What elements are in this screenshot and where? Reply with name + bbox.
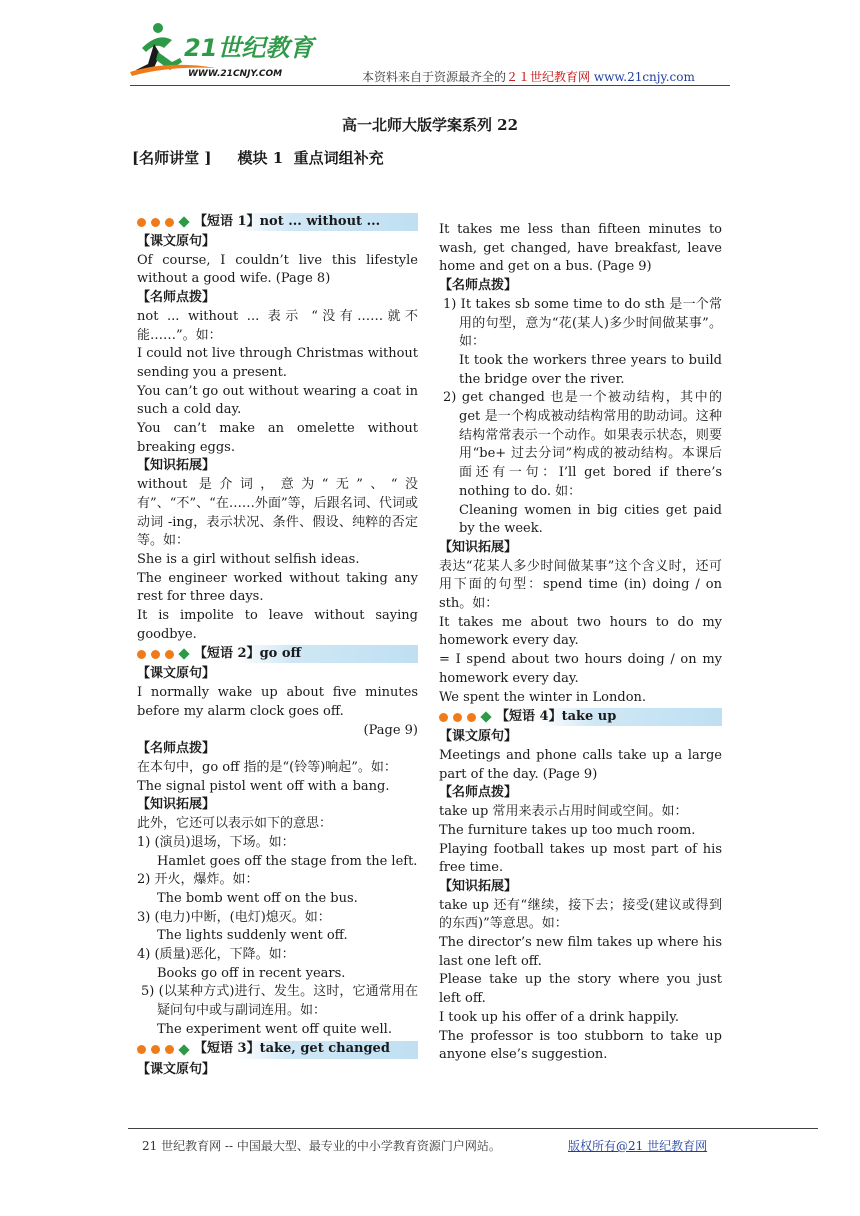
phrase-heading-label: 【短语 4】take up: [496, 708, 617, 724]
phrase-heading: [439, 708, 722, 726]
paragraph: Of course, I couldn’t live this lifestyle without a good wife. (Page 8): [137, 252, 418, 287]
paragraph: It is impolite to leave without saying goodbye.: [137, 608, 418, 642]
header-source: [362, 68, 695, 85]
section-tag: 【知识拓展】: [137, 797, 216, 813]
paragraph: I normally wake up about five minutes before my alarm clock goes off.: [137, 685, 418, 719]
header-site-url[interactable]: www.21cnjy.com: [593, 70, 695, 84]
bullet-dot-icon: [137, 218, 146, 227]
phrase-heading-label: 【短语 3】take, get changed: [194, 1041, 390, 1057]
paragraph: She is a girl without selfish ideas.: [137, 551, 360, 567]
paragraph: 表达“花某人多少时间做某事”这个含义时，还可用下面的句型：spend time (in) doing / on sth。如：: [439, 558, 722, 612]
paragraph: I could not live through Christmas without sending you a present.: [137, 346, 419, 380]
bullet-diamond-icon: [480, 712, 491, 723]
header-rule: [130, 85, 730, 86]
bullet-diamond-icon: [178, 649, 189, 660]
example-sentence: Hamlet goes off the stage from the left.: [157, 853, 418, 869]
paragraph: The furniture takes up too much room.: [439, 822, 696, 838]
paragraph: The director’s new film takes up where his last one left off.: [439, 935, 722, 969]
header-site-name[interactable]: ２１世纪教育网: [506, 70, 591, 84]
bullet-dot-icon: [453, 713, 462, 722]
bullet-dot-icon: [165, 1045, 174, 1054]
bullet-dot-icon: [165, 218, 174, 227]
section-title: [名师讲堂 ] 模块 1 重点词组补充: [132, 149, 384, 167]
phrase-heading: [137, 645, 418, 663]
section-tag: 【知识拓展】: [439, 539, 518, 555]
footer-text: 21 世纪教育网 -- 中国最大型、最专业的中小学教育资源门户网站。: [142, 1139, 501, 1153]
paragraph: take up 还有“继续，接下去；接受(建议或得到的东西)”等意思。如：: [439, 897, 722, 932]
paragraph: take up 常用来表示占用时间或空间。如：: [439, 804, 688, 820]
left-column: [137, 212, 418, 1079]
footer-copyright-link[interactable]: 版权所有@21 世纪教育网: [568, 1139, 708, 1153]
phrase-heading: [137, 213, 418, 231]
bullet-dot-icon: [165, 650, 174, 659]
page-reference: (Page 9): [363, 722, 418, 738]
logo-title: 21世纪教育: [184, 34, 314, 62]
paragraph: You can’t make an omelette without breaking eggs.: [137, 421, 418, 455]
paragraph: Please take up the story where you just left off.: [439, 972, 722, 1007]
paragraph: without 是介词，意为“无”、“没有”、“不”、“在……外面”等，后跟名词、代词或动词 -ing，表示状况、条件、假设、纯粹的否定等。如：: [137, 477, 418, 549]
phrase-heading-label: 【短语 2】go off: [194, 646, 302, 662]
paragraph: 此外，它还可以表示如下的意思：: [137, 816, 333, 832]
section-tag: 【课文原句】: [137, 234, 216, 249]
right-column: [439, 221, 722, 1065]
section-tag: 【名师点拨】: [137, 290, 216, 306]
paragraph: Playing football takes up most part of his free time.: [439, 841, 722, 876]
section-tag: 【课文原句】: [137, 1061, 216, 1077]
section-tag: 【名师点拨】: [439, 785, 518, 801]
numbered-point: 5) (以某种方式)进行、发生。这时，它通常用在疑问句中或与副词连用。如：: [141, 984, 418, 1019]
bullet-dot-icon: [137, 1045, 146, 1054]
paragraph: The signal pistol went off with a bang.: [137, 778, 390, 794]
bullet-dot-icon: [151, 650, 160, 659]
example-sentence: Books go off in recent years.: [157, 965, 346, 981]
section-tag: 【知识拓展】: [137, 458, 216, 474]
bullet-diamond-icon: [178, 216, 189, 227]
paragraph: The engineer worked without taking any rest for three days.: [137, 570, 418, 605]
section-tag: 【名师点拨】: [439, 278, 518, 294]
section-tag: 【课文原句】: [137, 666, 216, 682]
paragraph: Meetings and phone calls take up a large part of the day. (Page 9): [439, 747, 722, 782]
paragraph: 3) (电力)中断，(电灯)熄灭。如：: [137, 909, 331, 925]
paragraph: = I spend about two hours doing / on my homework every day.: [439, 652, 722, 686]
paragraph: It takes me about two hours to do my homework every day.: [439, 614, 722, 649]
site-logo: [128, 18, 338, 84]
phrase-heading: [137, 1041, 418, 1059]
paragraph: You can’t go out without wearing a coat in such a cold day.: [137, 383, 418, 418]
bullet-dot-icon: [151, 1045, 160, 1054]
example-sentence: Cleaning women in big cities get paid by the week.: [459, 502, 722, 537]
paragraph: 1) (演员)退场，下场。如：: [137, 834, 295, 850]
paragraph: not ... without ... 表示 “没有……就不能……”。如：: [137, 308, 418, 343]
paragraph: 4) (质量)恶化，下降。如：: [137, 947, 295, 963]
phrase-heading-label: 【短语 1】not ... without ...: [194, 213, 381, 229]
numbered-point: 1) It takes sb some time to do sth 是一个常用的句型，意为“花(某人)多少时间做某事”。如：: [443, 296, 722, 350]
bullet-dot-icon: [151, 218, 160, 227]
paragraph: It takes me less than fifteen minutes to wash, get changed, have breakfast, leave home and get on a bus. (Page 9): [439, 222, 722, 275]
paragraph: 在本句中，go off 指的是“(铃等)响起”。如：: [137, 759, 397, 775]
example-sentence: The bomb went off on the bus.: [157, 890, 358, 906]
section-tag: 【课文原句】: [439, 729, 518, 745]
document-title: 高一北师大版学案系列 22: [341, 116, 519, 134]
example-sentence: The lights suddenly went off.: [157, 928, 348, 944]
bullet-dot-icon: [137, 650, 146, 659]
numbered-point: 2) get changed 也是一个被动结构，其中的 get 是一个构成被动结构常用的助动词。这种结构常常表示一个动作。如果表示状态，则要用“be+ 过去分词”构成的被动结构。本课后面还有一句：I’ll get bored if there’s nothing to do. 如：: [443, 390, 722, 499]
bullet-dot-icon: [467, 713, 476, 722]
paragraph: We spent the winter in London.: [439, 689, 647, 705]
logo-url: WWW.21CNJY.COM: [188, 69, 283, 79]
bullet-dot-icon: [439, 713, 448, 722]
footer-rule: [128, 1128, 818, 1129]
section-tag: 【知识拓展】: [439, 878, 518, 894]
paragraph: 2) 开火，爆炸。如：: [137, 872, 259, 888]
example-sentence: It took the workers three years to build the bridge over the river.: [459, 352, 722, 387]
paragraph: I took up his offer of a drink happily.: [439, 1009, 679, 1025]
header-prefix: 本资料来自于资源最齐全的: [362, 70, 507, 84]
section-tag: 【名师点拨】: [137, 741, 216, 757]
bullet-diamond-icon: [178, 1044, 189, 1055]
paragraph: The professor is too stubborn to take up anyone else’s suggestion.: [439, 1028, 722, 1063]
example-sentence: The experiment went off quite well.: [157, 1021, 392, 1037]
